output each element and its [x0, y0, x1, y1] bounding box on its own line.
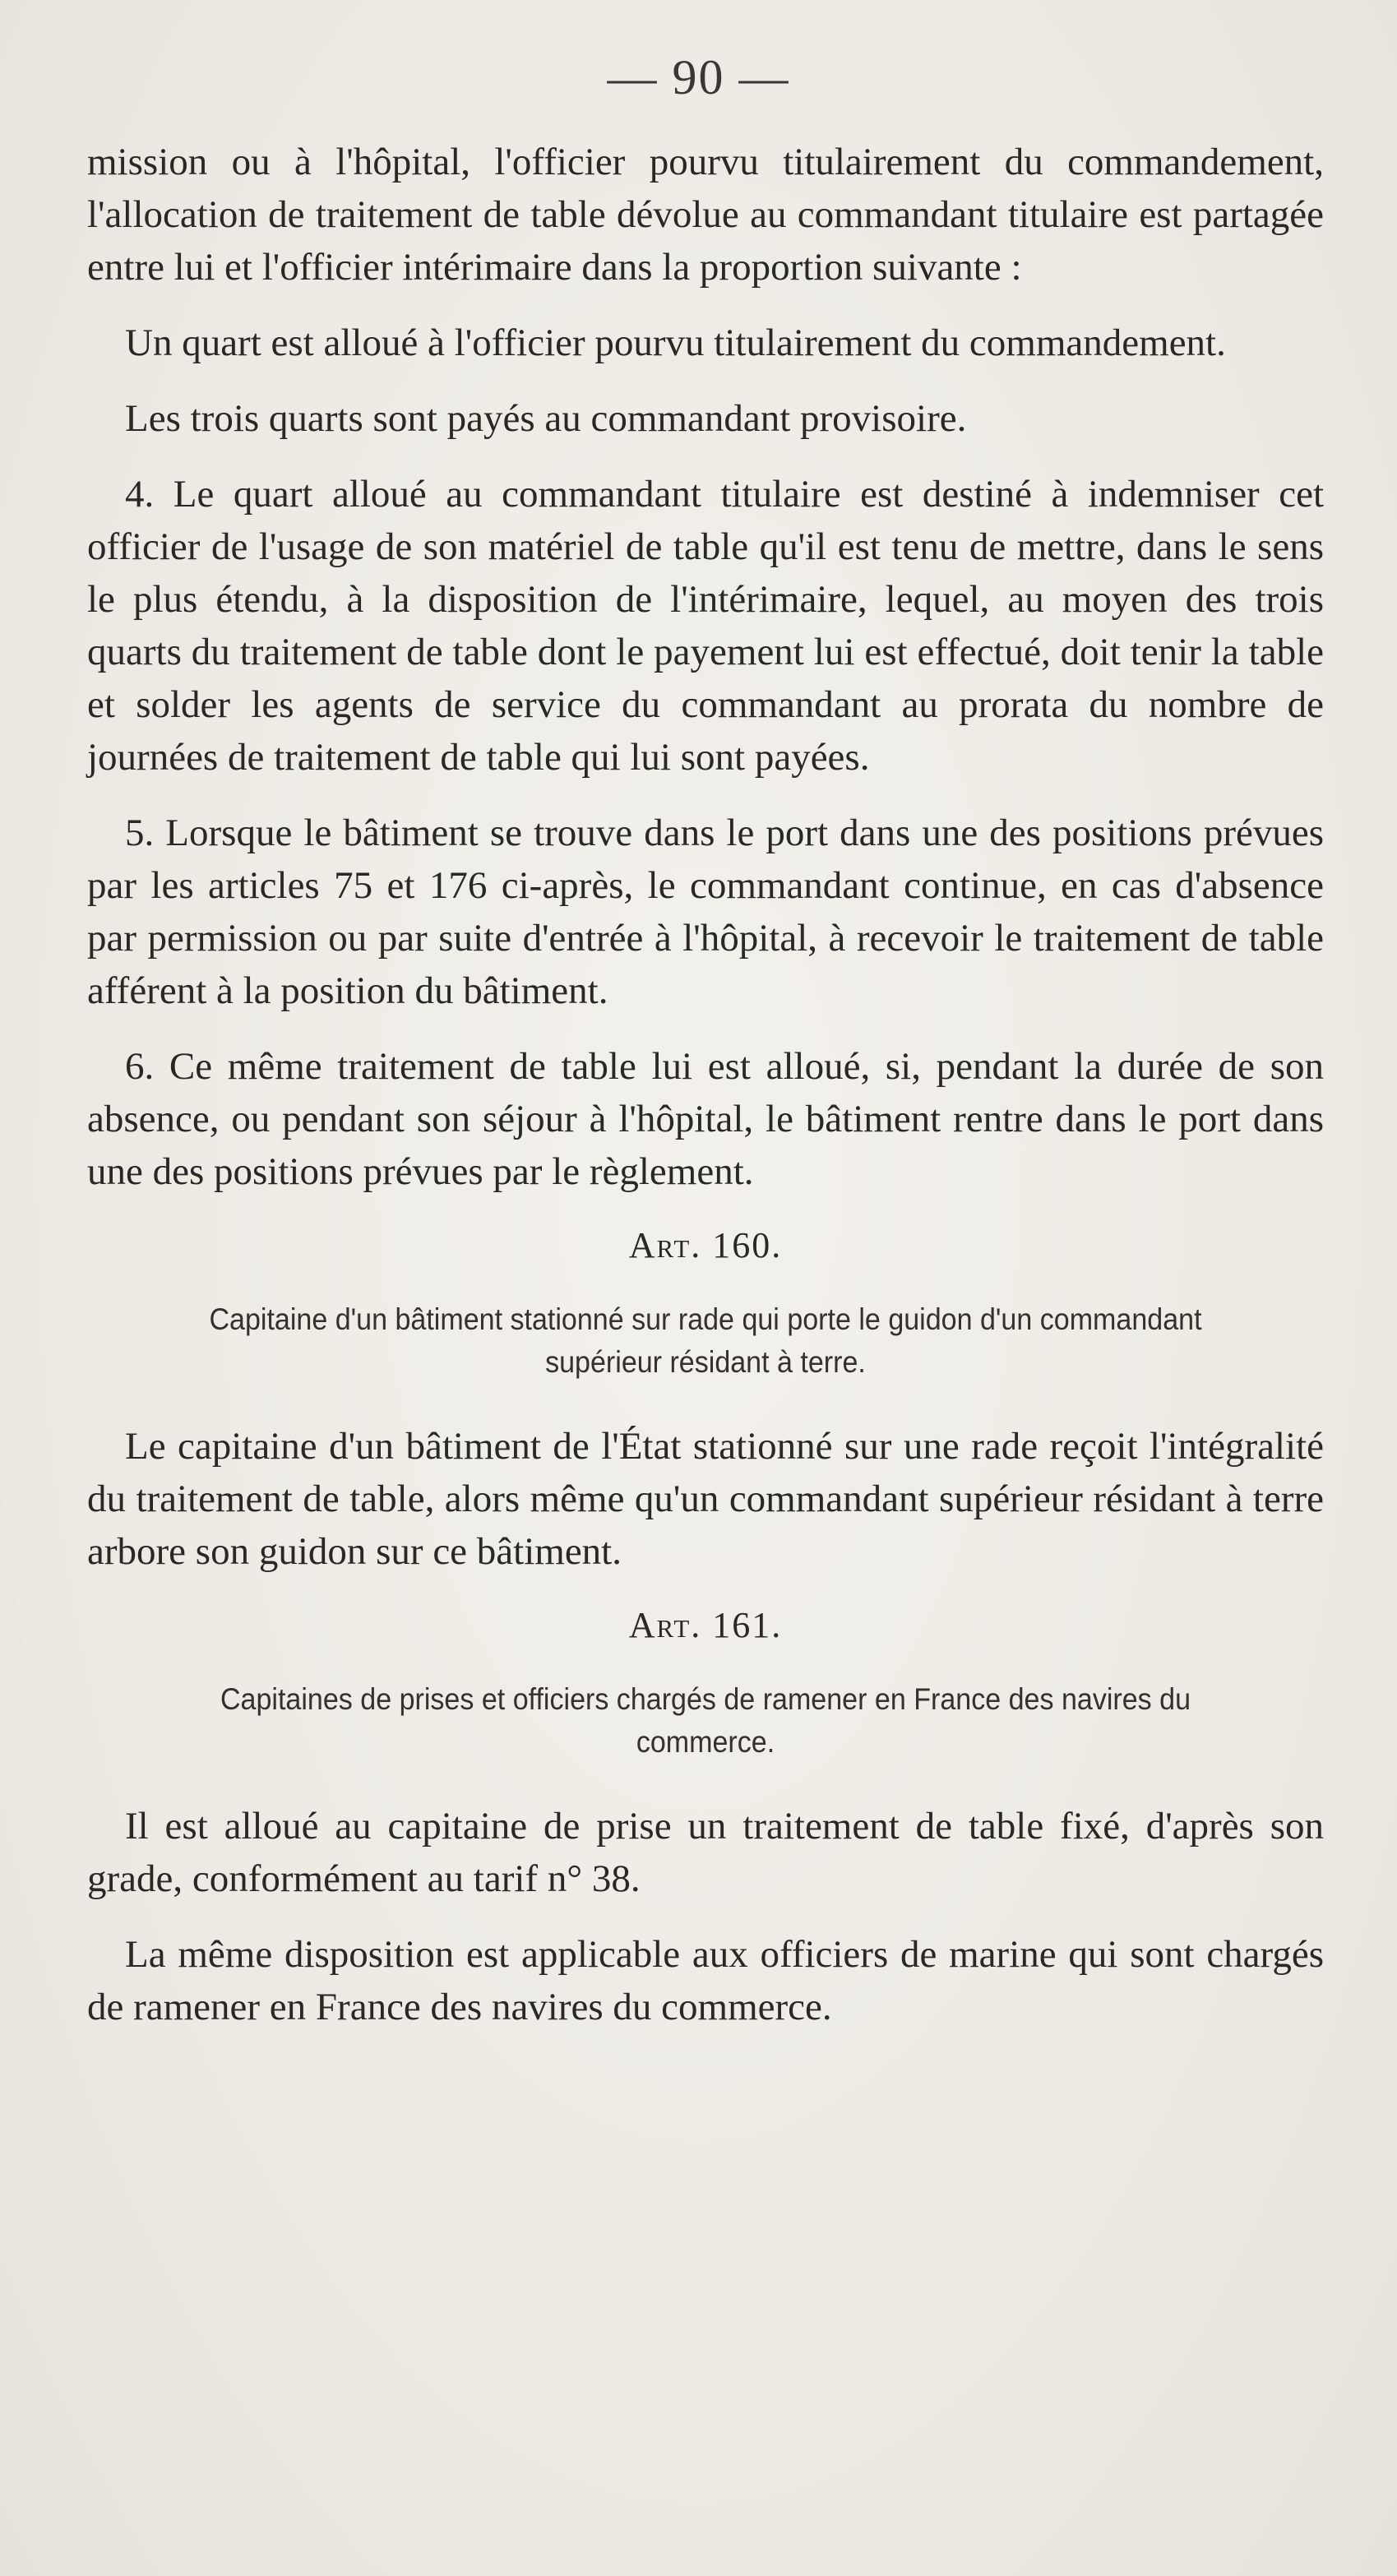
article-161-paragraph-2: La même disposition est applicable aux officiers de marine qui sont chargés de ramener en France des navires du commerce.	[87, 1933, 1324, 2028]
paragraph-item-6: 6. Ce même traitement de table lui est alloué, si, pendant la durée de son absence, ou pendant son séjour à l'hôpital, le bâtiment rentre dans le port dans une des positions prévues par le règlement.	[87, 1045, 1324, 1193]
paragraph-item-5: 5. Lorsque le bâtiment se trouve dans le port dans une des positions prévues par les articles 75 et 176 ci-après, le commandant continue, en cas d'absence par permission ou par suite d'entrée à l'hôpital, à recevoir le traitement de table afférent à la position du bâtiment.	[87, 812, 1324, 1012]
paragraph-item-4: 4. Le quart alloué au commandant titulaire est destiné à indemniser cet officier de l'usage de son matériel de table qu'il est tenu de mettre, dans le sens le plus étendu, à la disposition de l'intérimaire, lequel, au moyen des trois quarts du traitement de table dont le payement lui est effectué, doit tenir la table et solder les agents de service du commandant au prorata du nombre de journées de traitement de table qui lui sont payées.	[87, 473, 1324, 779]
paragraph-continuation: mission ou à l'hôpital, l'officier pourvu titulairement du commandement, l'allocation de traitement de table dévolue au commandant titulaire est partagée entre lui et l'officier intérimaire dans la proportion suivante :	[87, 141, 1324, 289]
page-number: — 90 —	[607, 50, 790, 104]
article-160-summary: Capitaine d'un bâtiment stationné sur rade qui porte le guidon d'un commandant supérieur résidant à terre.	[209, 1302, 1202, 1379]
paragraph-trois-quarts: Les trois quarts sont payés au commandant provisoire.	[125, 397, 967, 440]
article-161-paragraph-1: Il est alloué au capitaine de prise un traitement de table fixé, d'après son grade, conformément au tarif n° 38.	[87, 1805, 1324, 1900]
article-160-paragraph: Le capitaine d'un bâtiment de l'État stationné sur une rade reçoit l'intégralité du traitement de table, alors même qu'un commandant supérieur résidant à terre arbore son guidon sur ce bâtiment.	[87, 1425, 1324, 1573]
article-160-heading: Art. 160.	[628, 1225, 783, 1265]
body-text	[87, 136, 1324, 2056]
paragraph-quart-titulaire: Un quart est alloué à l'officier pourvu titulairement du commandement.	[125, 321, 1226, 364]
article-161-heading: Art. 161.	[628, 1605, 783, 1645]
article-161-summary: Capitaines de prises et officiers chargés de ramener en France des navires du commerce.	[220, 1682, 1191, 1759]
